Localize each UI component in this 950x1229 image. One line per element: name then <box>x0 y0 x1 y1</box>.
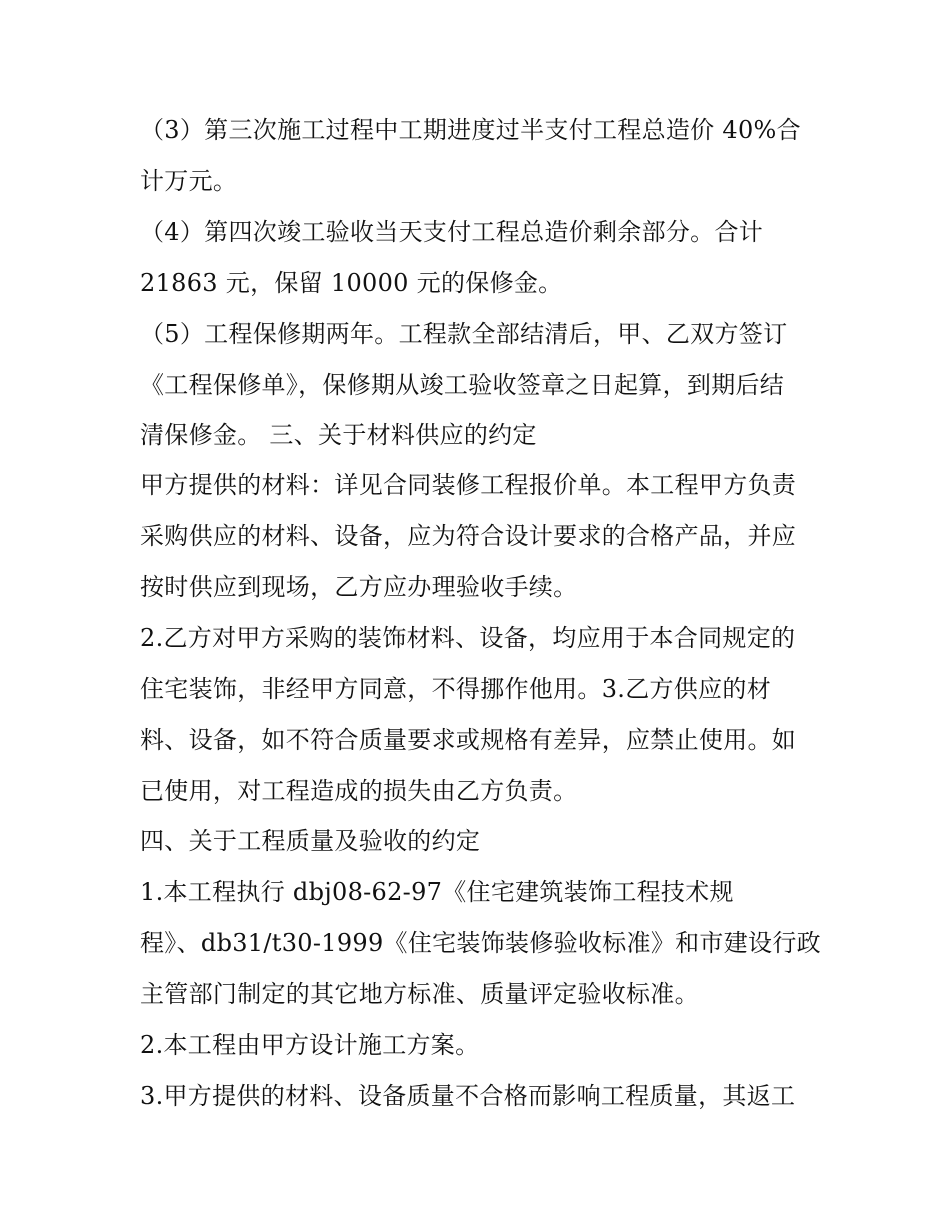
text-line: （5）工程保修期两年。工程款全部结清后，甲、乙双方签订 <box>140 320 788 348</box>
text-line: 《工程保修单》，保修期从竣工验收签章之日起算，到期后结 <box>140 371 785 399</box>
text-line: （3）第三次施工过程中工期进度过半支付工程总造价 40%合 <box>140 116 801 144</box>
text-line: （4）第四次竣工验收当天支付工程总造价剩余部分。合计 <box>140 218 764 246</box>
text-line: 按时供应到现场，乙方应办理验收手续。 <box>140 573 578 601</box>
text-line: 清保修金。 三、关于材料供应的约定 <box>140 421 537 449</box>
text-line: 1.本工程执行 dbj08-62-97《住宅建筑装饰工程技术规 <box>140 878 734 906</box>
text-line: 主管部门制定的其它地方标准、质量评定验收标准。 <box>140 980 699 1008</box>
text-line: 甲方提供的材料：详见合同装修工程报价单。本工程甲方负责 <box>140 471 797 499</box>
text-line: 住宅装饰，非经甲方同意，不得挪作他用。3.乙方供应的材 <box>140 675 771 703</box>
text-line: 料、设备，如不符合质量要求或规格有差异，应禁止使用。如 <box>140 726 797 754</box>
text-line: 采购供应的材料、设备，应为符合设计要求的合格产品，并应 <box>140 522 797 550</box>
text-line: 3.甲方提供的材料、设备质量不合格而影响工程质量，其返工 <box>140 1082 796 1110</box>
text-line: 2.本工程由甲方设计施工方案。 <box>140 1031 480 1059</box>
text-line: 程》、db31/t30-1999《住宅装饰装修验收标准》和市建设行政 <box>140 929 821 957</box>
section-heading: 四、关于工程质量及验收的约定 <box>140 827 481 855</box>
text-line: 已使用，对工程造成的损失由乙方负责。 <box>140 777 578 805</box>
text-line: 计万元。 <box>140 167 238 195</box>
text-line: 2.乙方对甲方采购的装饰材料、设备，均应用于本合同规定的 <box>140 624 796 652</box>
text-line: 21863 元，保留 10000 元的保修金。 <box>140 269 563 297</box>
